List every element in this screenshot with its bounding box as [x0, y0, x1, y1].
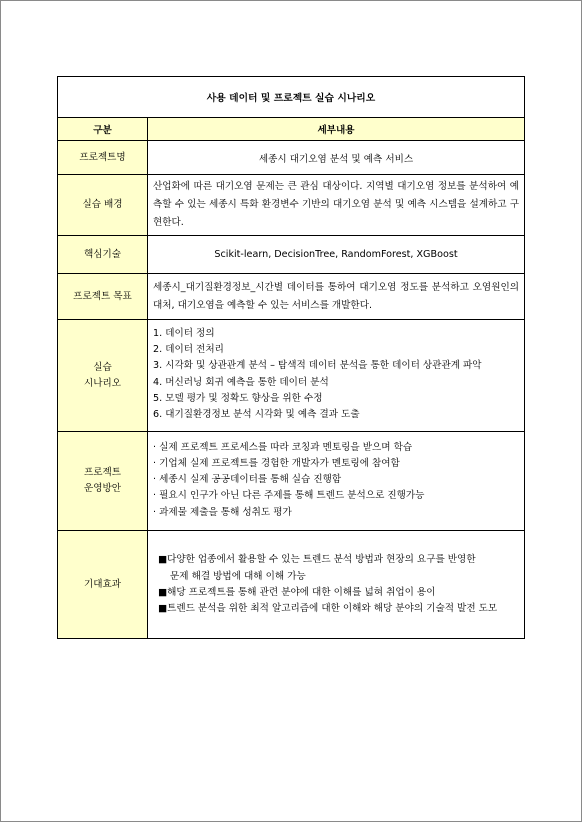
list-item: 3. 시각화 및 상관관계 분석 – 탐색적 데이터 분석을 통한 데이터 상관관계 파악 — [153, 360, 482, 372]
row-goal — [58, 274, 525, 320]
operation-label-line2: 운영방안 — [83, 483, 122, 495]
project-name-value: 세종시 대기오염 분석 및 예측 서비스 — [148, 141, 525, 175]
scenario-list — [148, 320, 525, 432]
project-name-label: 프로젝트명 — [58, 141, 148, 175]
operation-list — [148, 432, 525, 531]
effects-list — [148, 531, 525, 639]
operation-label — [58, 432, 148, 531]
list-item: · 세종시 실제 공공데이터를 통해 실습 진행함 — [153, 474, 342, 486]
scenario-label-line1: 실습 — [93, 361, 112, 373]
list-item: 2. 데이터 전처리 — [153, 344, 224, 356]
list-item: · 실제 프로젝트 프로세스를 따라 코칭과 멘토링을 받으며 학습 — [153, 441, 413, 453]
core-tech-value: Scikit-learn, DecisionTree, RandomForest, XGBoost — [148, 236, 525, 274]
row-project-name — [58, 141, 525, 175]
list-item-continuation: 문제 해결 방법에 대해 이해 가능 — [170, 570, 306, 582]
list-item: 4. 머신러닝 회귀 예측을 통한 데이터 분석 — [153, 376, 329, 388]
title-row — [58, 77, 525, 118]
list-item: 6. 대기질환경정보 분석 시각화 및 예측 결과 도출 — [153, 409, 360, 421]
scenario-label — [58, 320, 148, 432]
list-item: 1. 데이터 정의 — [153, 328, 215, 339]
effects-label: 기대효과 — [58, 531, 148, 639]
goal-text: 세종시_대기질환경정보_시간별 데이터를 통하여 대기오염 정도를 분석하고 오염원인의 대처, 대기오염을 예측할 수 있는 서비스를 개발한다. — [148, 274, 525, 320]
scenario-table — [57, 76, 525, 639]
scenario-label-line2: 시나리오 — [83, 377, 122, 389]
goal-label: 프로젝트 목표 — [58, 274, 148, 320]
header-category: 구분 — [58, 118, 148, 141]
operation-label-line1: 프로젝트 — [83, 467, 122, 479]
list-item: ■트렌드 분석을 위한 최적 알고리즘에 대한 이해와 해당 분야의 기술적 발전 도모 — [158, 602, 498, 614]
list-item: · 필요시 인구가 아닌 다른 주제를 통해 트렌드 분석으로 진행가능 — [153, 490, 425, 502]
core-tech-label: 핵심기술 — [58, 236, 148, 274]
row-operation — [58, 432, 525, 531]
row-background — [58, 175, 525, 236]
header-row — [58, 118, 525, 141]
list-item: ■해당 프로젝트를 통해 관련 분야에 대한 이해를 넓혀 취업이 용이 — [158, 586, 436, 598]
background-text: 산업화에 따른 대기오염 문제는 큰 관심 대상이다. 지역별 대기오염 정보를 분석하여 예측할 수 있는 세종시 특화 환경변수 기반의 대기오염 분석 및 예측 시스템을 설계하고 구현한다. — [148, 175, 525, 236]
list-item: · 기업체 실제 프로젝트를 경험한 개발자가 멘토링에 참여함 — [153, 457, 400, 469]
row-effects — [58, 531, 525, 639]
list-item: ■다양한 업종에서 활용할 수 있는 트렌드 분석 방법과 현장의 요구를 반영한 — [158, 554, 476, 566]
row-core-tech — [58, 236, 525, 274]
background-label: 실습 배경 — [58, 175, 148, 236]
row-scenario — [58, 320, 525, 432]
list-item: 5. 모델 평가 및 정확도 향상을 위한 수정 — [153, 392, 323, 404]
table-title: 사용 데이터 및 프로젝트 실습 시나리오 — [58, 77, 525, 118]
header-details: 세부내용 — [148, 118, 525, 141]
list-item: · 과제물 제출을 통해 성취도 평가 — [153, 506, 292, 518]
